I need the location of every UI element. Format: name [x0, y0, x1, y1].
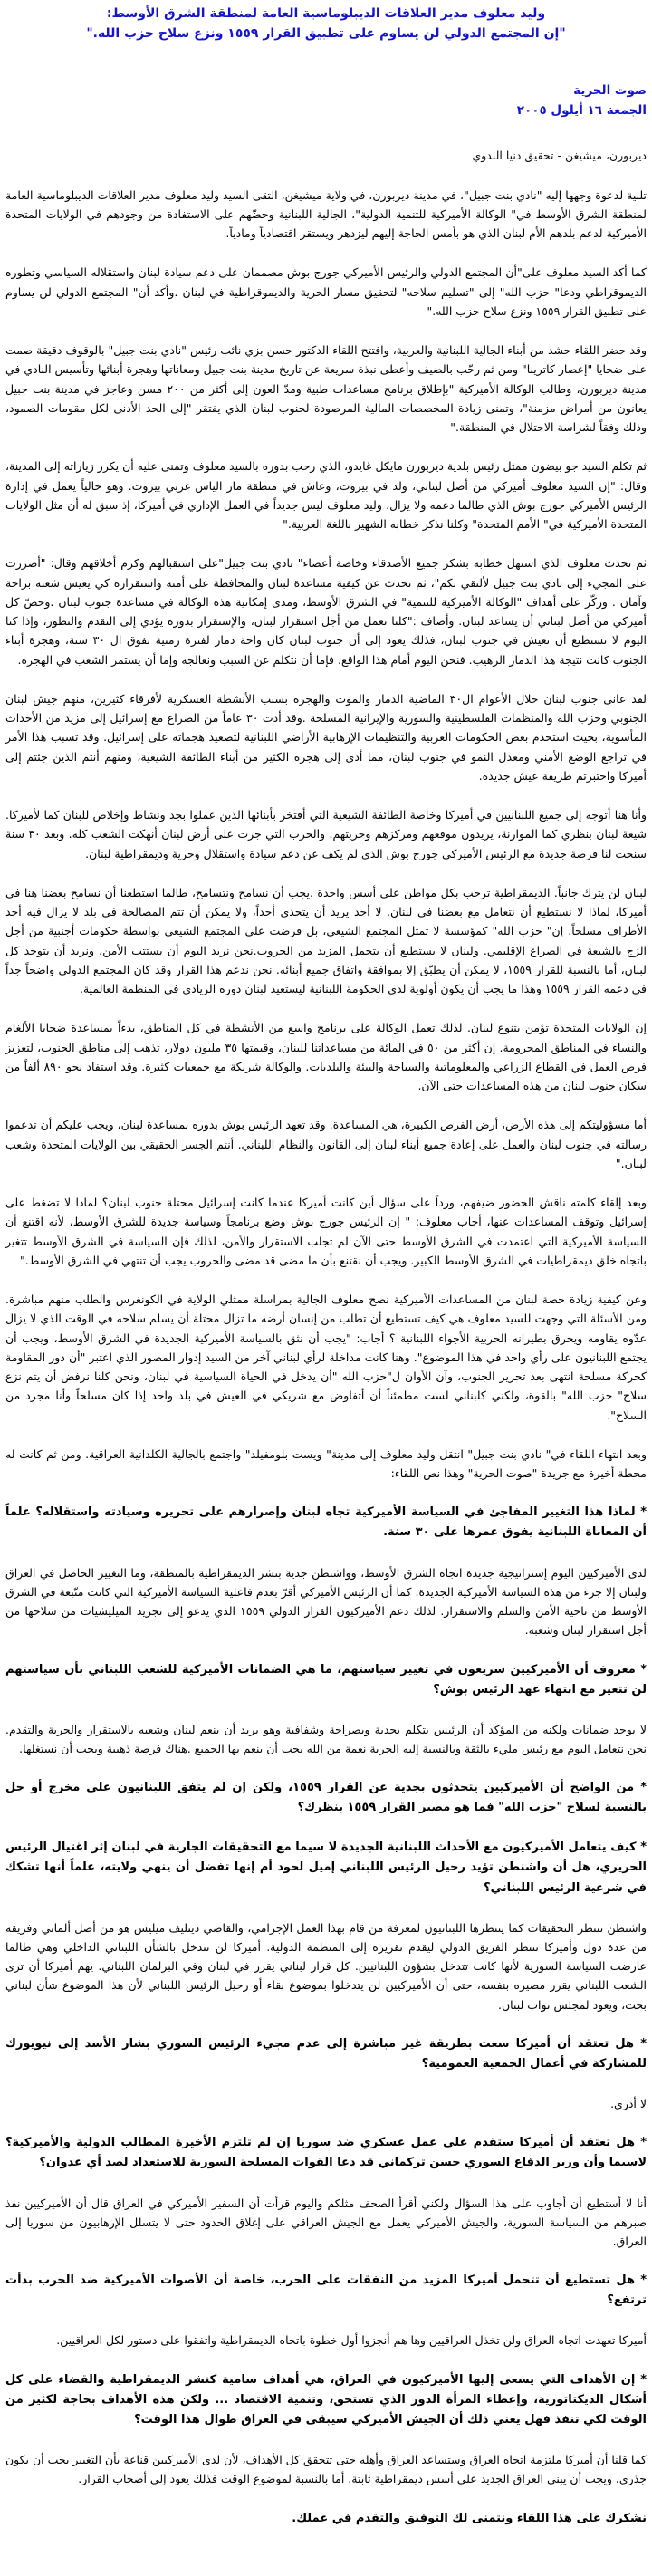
interview-question: * هل تستطيع أن تتحمل أميركا المزيد من النفقات على الحرب، خاصة أن الأصوات الأميركية ضد الحرب بدأت ترتفع؟: [5, 2273, 647, 2308]
article-paragraph: أميركا تعهدت اتجاه العراق ولن تخذل العراقيين وها هم أنجزوا أول خطوة باتجاه الديمقراطية واتفقوا على دستور لكل العراقيين.: [56, 2333, 647, 2348]
article-paragraph: وبعد انتهاء اللقاء في" نادي بنت جبيل" انتقل وليد معلوف إلى مدينة" ويست بلومفيلد" واجتمع بالجالية الكلدانية العراقية. ومن ثم كانت له محطة أخيرة مع جريدة "صوت الحرية" وهذا نص اللقاء:: [5, 1447, 647, 1481]
interview-question: * معروف أن الأميركيين سريعون في تغيير سياستهم، ما هي الضمانات الأميركية للشعب اللبناني بأن سياستهم لن تتغير مع انتهاء عهد الرئيس بوش؟: [5, 1662, 647, 1697]
article-paragraph: ثم تحدث معلوف الذي استهل خطابه بشكر جميع الأصدقاء وخاصة أعضاء" نادي بنت جبيل"على استقبالهم وكرم أخلاقهم وقال: "أصررت على المجيء إلى نادي بنت جبيل لألتقي بكم"، ثم تحدث عن كيفية مساعدة لبنان والمحافظة على أمنه واستقراره كي يعيش شعبه براحة وآمان . وركّز على أهداف "الوكالة الأميركية للتنمية" في الشرق الأوسط، ومدى إمكانية هذه الوكالة في مساعدة جنوب لبنان .وحضّ كل أميركي من أصل لبناني أن يساعد لبنان. وأضاف :"كلنا نعمل من أجل استقرار لبنان، والإستقرار بدوره يؤدي إلى التقدم والتطور، وإذا كنا اليوم لا نستطيع أن نعيش في جنوب لبنان، فذلك يعود إلى أن جنوب لبنان كان واحة دمار لفترة زمنية تفوق ال ٣٠ سنة، وهجرة أبناء الجنوب كانت نتيجة هذا الدمار الرهيب. فنحن اليوم أمام هذا الواقع، فإما أن نتكلم عن السبب ونعالجه وإما أن يستمر الشعب في الهجرة.: [5, 556, 647, 667]
interview-question: * من الواضح أن الأميركيين يتحدثون بجدية عن القرار ١٥٥٩، ولكن إن لم يتفق اللبنانيون على مخرج أو حل بالنسبة لسلاح "حزب الله" فما هو مصير القرار ١٥٥٩ بنظرك؟: [5, 1781, 647, 1815]
article-body: [5, 186, 647, 2529]
article-paragraph: لقد عانى جنوب لبنان خلال الأعوام ال٣٠ الماضية الدمار والموت والهجرة بسبب الأنشطة العسكرية لأفرقاء كثيرين، منهم جيش لبنان الجنوبي وحزب الله والمنظمات الفلسطينية والسورية والإيرانية المسلحة .وقد أدت ٣٠ عاماً من الصراع مع إسرائيل إلى مزيد من الأحداث المأسوية، بحيث استخدم بعض الحكومات العربية والتنظيمات الإرهابية الأراضي اللبنانية لتصعيد هجماته على إسرائيل. وقد تسبب هذا الأمر في تراجع الوضع الأمني ومعدل النمو في جنوب لبنان، مما أدى إلى هجرة الكثير من أبناء الطائفة الشيعية، ومنهم أنتم الذين جئتم إلى أميركا واختبرتم طريقة عيش جديدة.: [5, 691, 647, 783]
article-paragraph: أما مسؤوليتكم إلى هذه الأرض، أرض الفرص الكبيرة، هي المساعدة. وقد تعهد الرئيس بوش بدوره بمساعدة لبنان، ويجب عليكم أن تدعموا رسالته في جنوب لبنان والعمل على إعادة جميع أبناء لبنان إلى القانون والنظام اللبناني. أنتم الجسر الحقيقي بين الولايات المتحدة وشعب لبنان.": [5, 1118, 647, 1170]
interview-question: * إن الأهداف التي يسعى إليها الأميركيون في العراق، هي أهداف سامية كنشر الديمقراطية والقضاء على كل أشكال الديكتاتورية، وإعطاء المرأة الدور الذي تستحق، وتنمية الاقتصاد ... ولكن هذه الأهداف بحاجة لكثير من الوقت لكي تنفذ فهل يعني ذلك أن الجيش الأميركي سيبقى في العراق طوال هذا الوقت؟: [5, 2372, 647, 2427]
article-paragraph: تلبية لدعوة وجهها إليه "نادي بنت جبيل"، في مدينة ديربورن، في ولاية ميشيغن، التقى السيد وليد معلوف مدير العلاقات الديبلوماسية العامة لمنطقة الشرق الأوسط في" الوكالة الأميركية للتنمية الدولية"، الجالية اللبنانية وحضّهم على الاستفادة من وجودهم في الولايات المتحدة الأميركية لدعم بلدهم الأم لبنان الذي هو بأمس الحاجة إليهم ليزدهر ويستقر اقتصادياً ومادياً.: [5, 187, 647, 241]
article-paragraph: وبعد إلقاء كلمته ناقش الحضور ضيفهم، ورداً على سؤال أين كانت أميركا عندما كانت إسرائيل محتلة جنوب لبنان؟ لماذا لا تضغط على إسرائيل وتوقف المساعدات عنها، أجاب معلوف: " إن الرئيس جورج بوش وضع برنامجاً وسياسة جديدة للشرق الأوسط، لأنه اقتنع أن السياسة الأميركية التي اعتمدت في الشرق الأوسط حتى الآن لم تجلب الاستقرار والأمن، لذلك فإن السياسة في الشرق الأوسط تتغير باتجاه خلق ديمقراطيات في الشرق الأوسط الكبير. ويجب أن نقتنع بأن ما مضى قد مضى والحروب يجب أن تنتهي في الشرق الأوسط.": [5, 1196, 647, 1267]
article-paragraph: كما قلنا أن أميركا ملتزمة اتجاه العراق وستساعد العراق وأهله حتى تتحقق كل الأهداف، لأن لدى الأميركيين قناعة بأن التغيير يجب أن يكون جذري، ويجب أن يبنى العراق الجديد على أسس ديمقراطية ثابتة. أما بالنسبة لموضوع الوقت فذلك يعود إلى أصحاب القرار.: [5, 2453, 647, 2486]
article-title: [5, 5, 647, 43]
interview-question: * لماذا هذا التغيير المفاجئ في السياسة الأميركية تجاه لبنان وإصرارهم على تحريره وسيادته واستقلاله؟ علماً أن المعاناة اللبنانية يفوق عمرها على ٣٠ سنة.: [5, 1505, 647, 1540]
interview-question: * كيف يتعامل الأميركيون مع الأحداث اللبنانية الجديدة لا سيما مع التحقيقات الجارية في لبنان إثر اغتيال الرئيس الحريري، هل أن واشنطن تؤيد رحيل الرئيس اللبناني إميل لحود أم إنها تفضل أن ينهي ولايته، علماً أنها تشكك في شرعية الرئيس اللبناني؟: [5, 1841, 647, 1895]
article-paragraph: لبنان لن يترك جانباً. الديمقراطية ترحب بكل مواطن على أسس واحدة .يجب أن نسامح ونتسامح، طالما استطعنا أن نسامح بعضنا هنا في أميركا، لماذا لا نستطيع أن نتعامل مع بعضنا في لبنان. لا أحد يريد أن يتحدى أحداً، ولا يمكن أن تتم المصالحة في بلد لا يزال فيه أحد الأطراف مسلحاً. إن" حزب الله" كمؤسسة لا تمثل المجتمع الشيعي، بل فرضت على المجتمع الشيعي بواسطة حكومات أجنبية من أجل الزج بالشيعة في الصراع الإقليمي. ولبنان لا يستطيع أن يتحمل المزيد من الحروب.نحن نريد اليوم أن يستتب الأمن، ونريد أن يتوحد كل لبنان، أما بالنسبة للقرار ١٥٥٩، لا يمكن أن يطبّق إلا بموافقة واتفاق جميع أبنائه. نحن ندعم هذا القرار وقد كان المجتمع الدولي واضحاً جداً في دعمه القرار ١٥٥٩ وهذا ما يجب أن يكون أولوية لدى الحكومة اللبنانية ليستعيد لبنان دوره الريادي في المنظمة العالمية.: [5, 885, 647, 996]
article-paragraph: وأنا هنا أتوجه إلى جميع اللبنانيين في أميركا وخاصة الطائفة الشيعية التي أفتخر بأبنائها الذين عملوا بجد ونشاط وإخلاص للبنان كما لأميركا. شيعة لبنان بنظري كما الموارنة، يريدون موقعهم ومركزهم وحريتهم. والحرب التي جرت على أرض لبنان أنهكت الشعب كله. وبعد ٣٠ سنة سنحت لنا فرصة جديدة مع الرئيس الأميركي جورج بوش الذي لم يكف عن دعم سيادة واستقلال وحرية وديمقراطية لبنان.: [5, 808, 647, 860]
article-paragraph: إن الولايات المتحدة تؤمن بتنوع لبنان. لذلك تعمل الوكالة على برنامج واسع من الأنشطة في كل المناطق، بدءاً بمساعدة ضحايا الألغام والنساء في المناطق المحرومة. إن أكثر من ٥٠ في المائة من مساعداتنا للبنان، وقيمتها ٣٥ مليون دولار، تذهب إلى مناطق الجنوب، لتعزيز فرص العمل في القطاع الزراعي والمعلوماتية والسياحة والبيئة والبلديات. والوكالة شريكة مع جمعيات كثيرة. وقد استفاد نحو ٨٩٠ ألفاً من سكان جنوب لبنان من هذه المساعدات حتى الآن.: [5, 1021, 647, 1093]
interview-question: نشكرك على هذا اللقاء ونتمنى لك التوفيق والتقدم في عملك.: [292, 2511, 647, 2525]
article-paragraph: ثم تكلم السيد جو بيضون ممثل رئيس بلدية ديربورن مايكل غايدو، الذي رحب بدوره بالسيد معلوف وتمنى عليه أن يكرر زياراته إلى المدينة، وقال: "إن السيد معلوف أميركي من أصل لبناني، ولد في بيروت، وعاش في منطقة مار الياس غربي بيروت. وهو حالياً يعمل في إدارة الرئيس الأميركي جورج بوش الذي طالما دعمه ولا يزال، وليد معلوف ليس جديداً في العمل الإداري في أميركا، إذ سبق له أن مثل الولايات المتحدة الأميركية في" الأمم المتحدة" وكلنا نذكر خطابه الشهير باللغة العربية.": [5, 459, 647, 532]
article-paragraph: وعن كيفية زيادة حصة لبنان من المساعدات الأميركية نصح معلوف الجالية بمراسلة ممثلي الولاية في الكونغرس والطلب منهم مباشرة. ومن الأسئلة التي وجهت للسيد معلوف هي كيف تستطيع أن تطلب من إنسان أرضه ما تزال محتلة أن يسلم سلاحه في الوقت الذي لا يزال عدّوه يقاومه ويخرق بطيرانه الحربية الأجواء اللبنانية ؟ أجاب: "يجب أن نثق بالسياسة الأميركية الجديدة في الشرق الأوسط، ويجب أن يجتمع اللبنانيون على رأي واحد في هذا الموضوع". وهنا كانت مداخلة لرأي لبناني آخر من السيد إدوار المصور الذي اعتبر "أن دور المقاومة كحركة مسلحة انتهى بعد تحرير الجنوب، وآن الأوان ل"حزب الله "أن يدخل في الحياة السياسية في لبنان، ونحن كلنا نرفض أن يتم نزع سلاح" حزب الله" بالقوة، ولكني كلبناني لست مطمئناً أن أتفاوض مع شريكي في العيش في بلد واحد إذا كان مسلحاً وأنا مجرد من السلاح".: [5, 1293, 647, 1422]
article-title-line2: "إن المجتمع الدولي لن يساوم على تطبيق القرار ١٥٥٩ ونزع سلاح حزب الله.": [86, 25, 566, 41]
article-paragraph: وقد حضر اللقاء حشد من أبناء الجالية اللبنانية والعربية، وافتتح اللقاء الدكتور حسن بزي نائب رئيس "نادي بنت جبيل" بالوقوف دقيقة صمت على ضحايا "إعصار كاترينا" ومن ثم رحّب بالضيف وأعطى نبذة سريعة عن تاريخ مدينة بنت جبيل ومعاناتها وهجرة أبنائها وتأسيس النادي في مدينة ديربورن، وطالب الوكالة الأميركية "بإطلاق برنامج مساعدات طبية ومدّ العون إلى أكثر من ٢٠٠ مسن وعاجز في مدينة بنت جبيل يعانون من أمراض مزمنة"، وتمنى زيادة المخصصات المالية المرصودة لجنوب لبنان الذي يفتقر "إلى الحد الأدنى لكل مقومات الصمود، وذلك وفقاً لشراسة الاحتلال في المنطقة.": [5, 343, 647, 435]
publication-date: الجمعة ١٦ أيلول ٢٠٠٥: [516, 102, 647, 118]
article-title-line1: وليد معلوف مدير العلاقات الديبلوماسية العامة لمنطقة الشرق الأوسط:: [106, 6, 546, 21]
article-paragraph: لدى الأميركيين اليوم إستراتيجية جديدة اتجاه الشرق الأوسط، وواشنطن جدية بنشر الديمقراطية بالمنطقة، وما التغيير الحاصل في العراق ولبنان إلا جزء من هذه السياسة الأميركية الجديدة. كما أن الرئيس الأميركي أقرّ بعدم فاعلية السياسة الأميركية التي كانت متّبعة في الشرق الأوسط من ناحية الأمن والسلم والاستقرار. لذلك دعم الأميركيون القرار الدولي ١٥٥٩ الذي يدعو إلى تجريد الميليشيات من سلاحها من أجل استقرار لبنان وشعبه.: [5, 1565, 647, 1638]
article-paragraph: أنا لا أستطيع أن أجاوب على هذا السؤال ولكني أقرأ الصحف مثلكم واليوم قرأت أن السفير الأميركي في العراق قال أن الأميركيين نفذ صبرهم من السياسة السورية، والجيش الأميركي يعمل مع الجيش العراقي على إغلاق الحدود حتى لا يتسلل الإرهابيون من سوريا إلى العراق.: [5, 2196, 647, 2249]
interview-question: * هل تعتقد أن أميركا سعت بطريقة غير مباشرة إلى عدم مجيء الرئيس السوري بشار الأسد إلى نيويورك للمشاركة في أعمال الجمعية العمومية؟: [5, 2036, 647, 2071]
article-paragraph: لا يوجد ضمانات ولكنه من المؤكد أن الرئيس يتكلم بجدية وبصراحة وشفافية وهو يريد أن ينعم لبنان وشعبه بالاستقرار والحرية والتقدم. نحن نتعامل اليوم مع رئيس مليء بالثقة وبالنسبة إليه الحرية نعمة من الله يجب أن ينعم بها الجميع .هناك فرصة ذهبية ويجب أن نستغلها.: [5, 1722, 647, 1755]
publication-name: صوت الحرية: [573, 83, 647, 99]
article-paragraph: لا أدري.: [610, 2097, 647, 2111]
article-paragraph: كما أكد السيد معلوف على"أن المجتمع الدولي والرئيس الأميركي جورج بوش مصممان على دعم سيادة لبنان واستقلاله السياسي وتطوره الديموقراطي ودعا" حزب الله" إلى "تسليم سلاحه" لتحقيق مسار الحرية والديموقراطية في لبنان .وأكد أن" المجتمع الدولي لن يساوم على تطبيق القرار ١٥٥٩ ونزع سلاح حزب الله.": [5, 265, 647, 318]
article-paragraph: واشنطن تنتظر التحقيقات كما ينتظرها اللبنانيون لمعرفة من قام بهذا العمل الإجرامي، والقاضي ديتليف ميليس هو من أصل ألماني وفريقه من عدة دول وأميركا تنتظر الفريق الدولي ليقدم تقريره إلى المنظمة الدولية. أميركا لن تتدخل بالشأن اللبناني الداخلي وهي طالما عارضت السياسة السورية لأنها كانت تتدخل بشؤون اللبنانيين. كل قرار لبناني يقرر في لبنان وفي البرلمان اللبناني. يهم أميركا أن ترى الشعب اللبناني يقرر مصيره بنفسه، حتى أن الأميركيين لن يتدخلوا بموضوع بقاء أو رحيل الرئيس اللبناني لأن هذا الموضوع شأن لبناني بحت، ويعود لمجلس نواب لبنان.: [5, 1920, 647, 2012]
byline: ديربورن، ميشيغن - تحقيق دنيا البدوي: [472, 148, 647, 162]
interview-question: * هل تعتقد أن أميركا ستقدم على عمل عسكري ضد سوريا إن لم تلتزم الأخيرة المطالب الدولية والأميركية؟ لاسيما وأن وزير الدفاع السوري حسن تركماني قد دعا القوات المسلحة السورية للاستعداد لصد أي عدوان؟: [5, 2136, 647, 2170]
masthead: [5, 82, 647, 120]
